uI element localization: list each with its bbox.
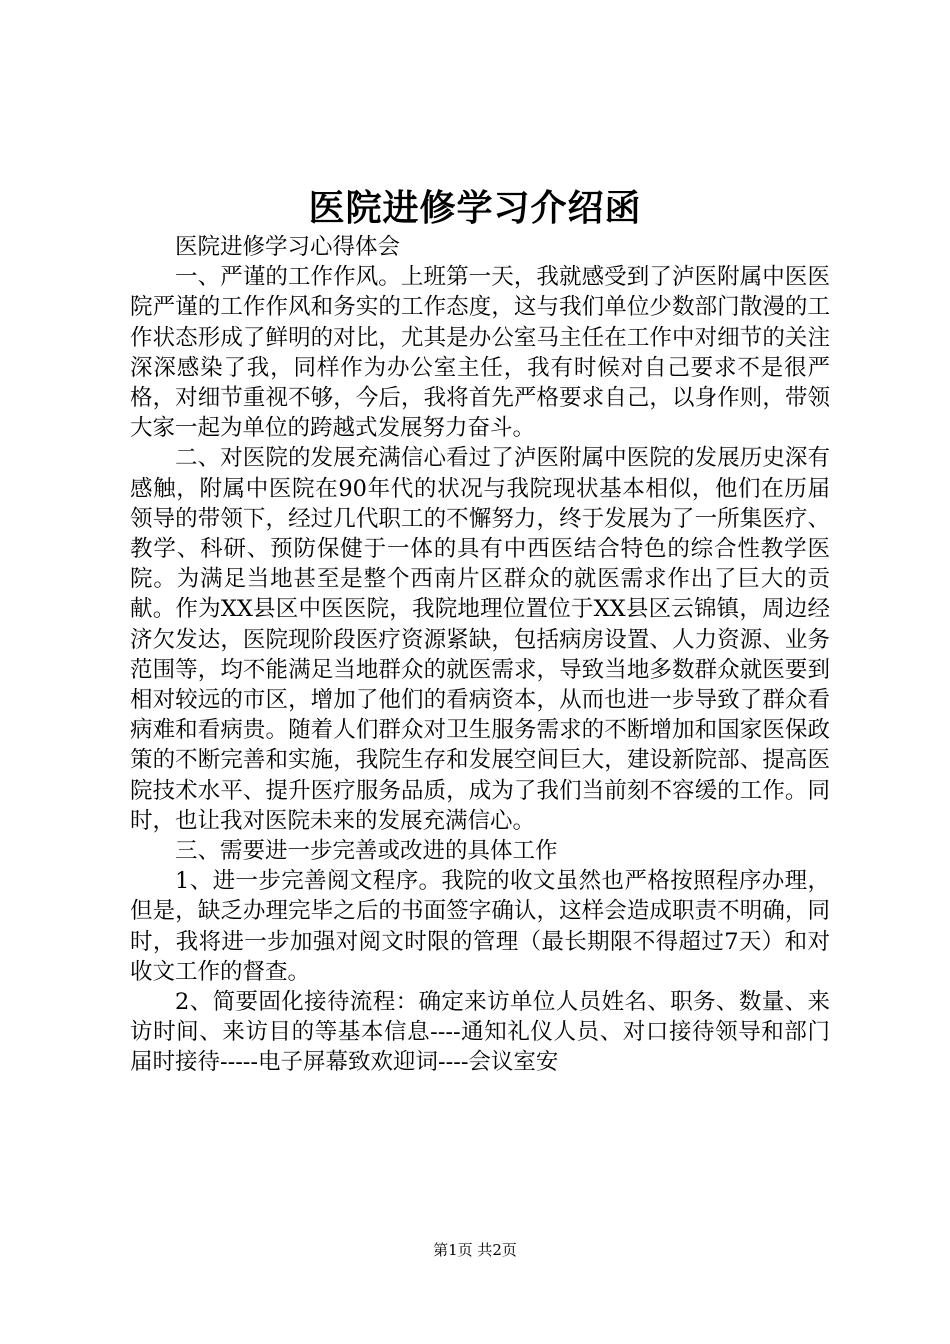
paragraph-hospital-development: 二、对医院的发展充满信心看过了泸医附属中医院的发展历史深有感触，附属中医院在90年代的状况与我院现状基本相似，他们在历届领导的带领下，经过几代职工的不懈努力，终于发展为了一所集医疗、教学、科研、预防保健于一体的具有中西医结合特色的综合性教学医院。为满足当地甚至是整个西南片区群众的就医需求作出了巨大的贡献。作为XX县区中医医院，我院地理位置位于XX县区云锦镇，周边经济欠发达，医院现阶段医疗资源紧缺，包括病房设置、人力资源、业务范围等，均不能满足当地群众的就医需求，导致当地多数群众就医要到相对较远的市区，增加了他们的看病资本，从而也进一步导致了群众看病难和看病贵。随着人们群众对卫生服务需求的不断增加和国家医保政策的不断完善和实施，我院生存和发展空间巨大，建设新院部、提高医院技术水平、提升医疗服务品质，成为了我们当前刻不容缓的工作。同时，也让我对医院未来的发展充满信心。 <box>130 445 830 834</box>
paragraph-reading-procedure: 1、进一步完善阅文程序。我院的收文虽然也严格按照程序办理，但是，缺乏办理完毕之后的书面签字确认，这样会造成职责不明确，同时，我将进一步加强对阅文时限的管理（最长期限不得超过7天）和对收文工作的督查。 <box>130 868 830 985</box>
paragraph-improvement-heading: 三、需要进一步完善或改进的具体工作 <box>175 838 558 865</box>
paragraph-work-style: 一、严谨的工作作风。上班第一天，我就感受到了泸医附属中医医院严谨的工作作风和务实的工作态度，这与我们单位少数部门散漫的工作状态形成了鲜明的对比，尤其是办公室马主任在工作中对细节的关注深深感染了我，同样作为办公室主任，我有时候对自己要求不是很严格，对细节重视不够，今后，我将首先严格要求自己，以身作则，带领大家一起为单位的跨越式发展努力奋斗。 <box>130 264 830 442</box>
document-body <box>130 232 830 1078</box>
paragraph-subtitle: 医院进修学习心得体会 <box>175 234 401 260</box>
page-footer: 第1页 共2页 <box>433 1241 517 1259</box>
paragraph-reception-process: 2、简要固化接待流程：确定来访单位人员姓名、职务、数量、来访时间、来访目的等基本信息----通知礼仪人员、对口接待领导和部门届时接待-----电子屏幕致欢迎词----会议室安 <box>130 989 830 1076</box>
document-title: 医院进修学习介绍函 <box>308 187 642 229</box>
